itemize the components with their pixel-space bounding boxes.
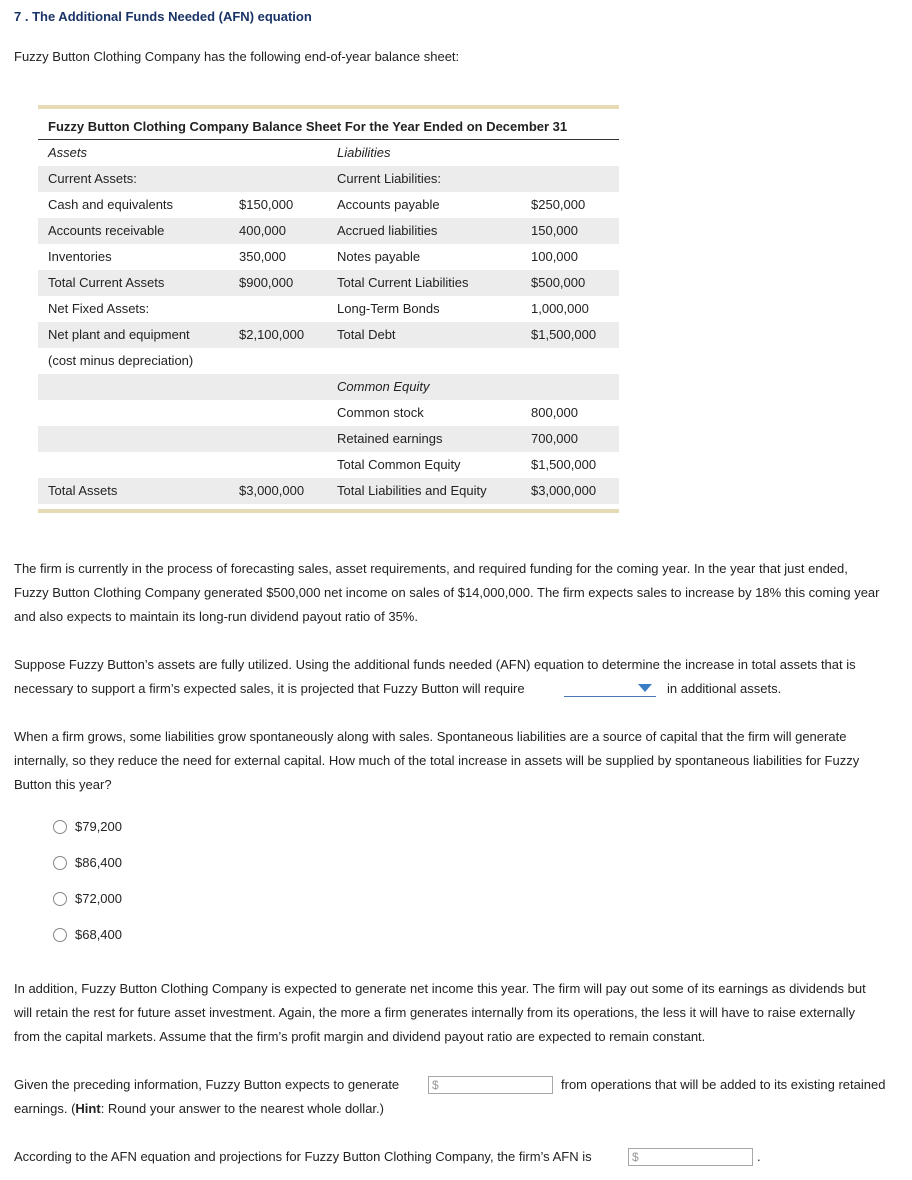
table-row: [38, 426, 619, 452]
hint-text: : Round your answer to the nearest whole dollar.): [100, 1101, 384, 1116]
table-row: [38, 452, 619, 478]
asset-increase-dropdown[interactable]: [564, 680, 656, 697]
liability-label: Accounts payable: [337, 197, 440, 212]
liability-value: $1,500,000: [531, 327, 597, 342]
table-row: [38, 244, 619, 270]
afn-question-line-1: Suppose Fuzzy Button’s assets are fully utilized. Using the additional funds needed (AFN) equation to determine the increase in total assets that is: [14, 657, 856, 672]
liability-label: Total Debt: [337, 327, 396, 342]
radio-button[interactable]: [53, 820, 67, 834]
table-row: [38, 400, 619, 426]
table-row: [38, 192, 619, 218]
liability-value: 100,000: [531, 249, 578, 264]
asset-value: $900,000: [239, 275, 294, 290]
radio-button[interactable]: [53, 856, 67, 870]
afn-final-text: According to the AFN equation and projections for Fuzzy Button Clothing Company, the firm’s AFN is: [14, 1149, 592, 1164]
afn-input[interactable]: [642, 1149, 752, 1165]
afn-question-line-2: necessary to support a firm’s expected sales, it is projected that Fuzzy Button will require: [14, 681, 525, 696]
spontaneous-line-3: Button this year?: [14, 777, 112, 792]
table-row: [38, 270, 619, 296]
table-row: [38, 296, 619, 322]
asset-label: Net plant and equipment: [48, 327, 190, 342]
liability-label: Total Common Equity: [337, 457, 461, 472]
hint-label: Hint: [75, 1101, 101, 1116]
liability-label: Current Liabilities:: [337, 171, 442, 186]
asset-label: Net Fixed Assets:: [48, 301, 150, 316]
table-row: [38, 348, 619, 374]
retention-line-1: In addition, Fuzzy Button Clothing Company is expected to generate net income this year. The firm will pay out some of its earnings as dividends but: [14, 981, 866, 996]
spontaneous-line-1: When a firm grows, some liabilities grow spontaneously along with sales. Spontaneous liabilities are a source of capital that the firm will generate: [14, 729, 847, 744]
liability-value: $250,000: [531, 197, 586, 212]
retained-earnings-field[interactable]: [428, 1076, 553, 1094]
option-label[interactable]: $79,200: [75, 819, 122, 834]
liability-label: Long-Term Bonds: [337, 301, 440, 316]
radio-button[interactable]: [53, 928, 67, 942]
table-row: [38, 218, 619, 244]
retained-earnings-input[interactable]: [442, 1077, 552, 1093]
liability-value: $1,500,000: [531, 457, 597, 472]
asset-label: Total Assets: [48, 483, 118, 498]
option-label[interactable]: $72,000: [75, 891, 122, 906]
question-title: 7 . The Additional Funds Needed (AFN) equation: [14, 9, 312, 24]
asset-label: Current Assets:: [48, 171, 137, 186]
table-row: [38, 140, 619, 166]
afn-field[interactable]: [628, 1148, 753, 1166]
table-top-rule: [38, 105, 619, 109]
asset-label: Total Current Assets: [48, 275, 165, 290]
forecast-line-1: The firm is currently in the process of forecasting sales, asset requirements, and required funding for the coming year. In the year that just ended,: [14, 561, 848, 576]
balance-sheet-title: Fuzzy Button Clothing Company Balance Sheet For the Year Ended on December 31: [48, 119, 568, 134]
asset-label: Cash and equivalents: [48, 197, 174, 212]
asset-label: Accounts receivable: [48, 223, 165, 238]
liability-value: $500,000: [531, 275, 586, 290]
asset-label: Inventories: [48, 249, 112, 264]
liability-value: $3,000,000: [531, 483, 597, 498]
table-row: [38, 374, 619, 400]
asset-value: 350,000: [239, 249, 286, 264]
liability-label: Retained earnings: [337, 431, 443, 446]
liability-label: Total Current Liabilities: [337, 275, 469, 290]
asset-label: (cost minus depreciation): [48, 353, 194, 368]
table-bottom-rule: [38, 509, 619, 513]
forecast-line-2: Fuzzy Button Clothing Company generated $500,000 net income on sales of $14,000,000. The firm expects sales to increase by 18% this coming year: [14, 585, 880, 600]
chevron-down-icon: [638, 684, 652, 692]
asset-value: $2,100,000: [239, 327, 305, 342]
asset-value: $3,000,000: [239, 483, 305, 498]
table-row: [38, 478, 619, 504]
liability-label: Liabilities: [337, 145, 391, 160]
retained-question-start: Given the preceding information, Fuzzy Button expects to generate: [14, 1077, 400, 1092]
liability-label: Notes payable: [337, 249, 421, 264]
table-row: [38, 322, 619, 348]
option-label[interactable]: $86,400: [75, 855, 122, 870]
liability-value: 800,000: [531, 405, 578, 420]
intro-text: Fuzzy Button Clothing Company has the following end-of-year balance sheet:: [14, 49, 460, 64]
liability-label: Common stock: [337, 405, 424, 420]
line-2-text: earnings. (: [14, 1101, 76, 1116]
liability-label: Common Equity: [337, 379, 430, 394]
dollar-sign: $: [632, 1150, 639, 1164]
liability-value: 150,000: [531, 223, 578, 238]
retained-question-line-2: [14, 1097, 384, 1121]
asset-label: Assets: [48, 145, 88, 160]
asset-value: 400,000: [239, 223, 286, 238]
asset-value: $150,000: [239, 197, 294, 212]
forecast-line-3: and also expects to maintain its long-run dividend payout ratio of 35%.: [14, 609, 418, 624]
liability-label: Accrued liabilities: [337, 223, 438, 238]
table-row: [38, 166, 619, 192]
retention-line-2: will retain the rest for future asset investment. Again, the more a firm generates internally from its operations, the less it will have to raise externally: [14, 1005, 856, 1020]
liability-label: Total Liabilities and Equity: [337, 483, 487, 498]
retained-question-end: from operations that will be added to its existing retained: [561, 1077, 886, 1092]
retention-line-3: from the capital markets. Assume that the firm’s profit margin and dividend payout ratio are expected to remain constant.: [14, 1029, 706, 1044]
radio-button[interactable]: [53, 892, 67, 906]
afn-final-period: .: [757, 1149, 761, 1164]
spontaneous-line-2: internally, so they reduce the need for external capital. How much of the total increase in assets will be supplied by spontaneous liabilities for Fuzzy: [14, 753, 860, 768]
afn-question-line-2-end: in additional assets.: [667, 681, 782, 696]
dollar-sign: $: [432, 1078, 439, 1092]
liability-value: 1,000,000: [531, 301, 589, 316]
option-label[interactable]: $68,400: [75, 927, 122, 942]
liability-value: 700,000: [531, 431, 578, 446]
